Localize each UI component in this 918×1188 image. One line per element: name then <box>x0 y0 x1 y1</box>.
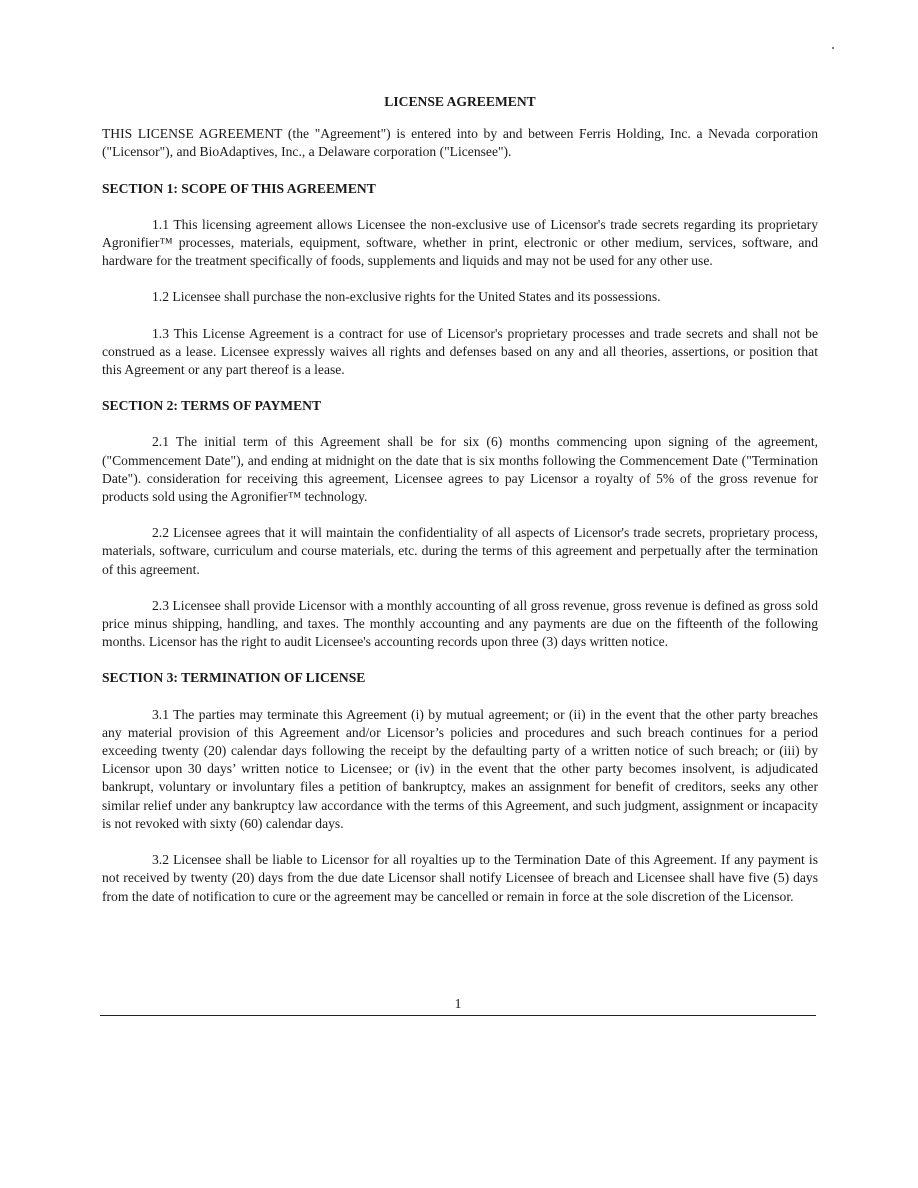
document-body <box>102 93 818 924</box>
footer-rule <box>100 1015 816 1016</box>
document-title: LICENSE AGREEMENT <box>384 94 536 109</box>
page-number: 1 <box>454 996 462 1011</box>
clause-2-1: 2.1 The initial term of this Agreement shall be for six (6) months commencing upon signing of the agreement, ("Commencement Date"), and ending at midnight on the date that is six months following the Commencement Date ("Termination Date"). consideration for receiving this agreement, Licensee agrees to pay Licensor a royalty of 5% of the gross revenue for products sold using the Agronifier™ technology. <box>102 434 818 505</box>
clause-1-1: 1.1 This licensing agreement allows Licensee the non-exclusive use of Licensor's trade secrets regarding its proprietary Agronifier™ processes, materials, equipment, software, whether in print, electronic or other medium, services, software, and hardware for the treatment specifically of foods, supplements and liquids and may not be used for any other use. <box>102 216 818 269</box>
clause-1-3: 1.3 This License Agreement is a contract for use of Licensor's proprietary processes and trade secrets and shall not be construed as a lease. Licensee expressly waives all rights and defenses based on any and all theories, assertions, or position that this Agreement or any part thereof is a lease. <box>102 325 818 378</box>
clause-2-3: 2.3 Licensee shall provide Licensor with a monthly accounting of all gross revenue, gross revenue is defined as gross sold price minus shipping, handling, and taxes. The monthly accounting and any payments are due on the fifteenth of the following months. Licensor has the right to audit Licensee's accounting records upon three (3) days written notice. <box>102 597 818 650</box>
intro-paragraph: THIS LICENSE AGREEMENT (the "Agreement") is entered into by and between Ferris Holding, Inc. a Nevada corporation ("Licensor"), and BioAdaptives, Inc., a Delaware corporation ("Licensee"). <box>102 126 818 160</box>
clause-2-2: 2.2 Licensee agrees that it will maintain the confidentiality of all aspects of Licensor's trade secrets, proprietary process, materials, software, curriculum and course materials, etc. during the terms of this agreement and perpetually after the termination of this agreement. <box>102 525 818 577</box>
section-3-heading: SECTION 3: TERMINATION OF LICENSE <box>102 670 366 686</box>
section-1 <box>102 180 818 380</box>
clause-3-2: 3.2 Licensee shall be liable to Licensor for all royalties up to the Termination Date of this Agreement. If any payment is not received by twenty (20) days from the due date Licensor shall notify Licensee of breach and Licensee shall have five (5) days from the date of notification to cure or the agreement may be cancelled or remain in force at the sole discretion of the Licensor. <box>102 852 818 904</box>
scan-speck <box>832 47 834 49</box>
section-3 <box>102 669 818 905</box>
clause-3-1: 3.1 The parties may terminate this Agreement (i) by mutual agreement; or (ii) in the event that the other party breaches any material provision of this Agreement and/or Licensor’s policies and procedures and such breach continues for a period exceeding twenty (20) calendar days following the receipt by the defaulting party of a written notice of such breach; or (iii) by Licensor upon 30 days’ written notice to Licensee; or (iv) in the event that the other party becomes insolvent, is adjudicated bankrupt, voluntary or involuntary files a petition of bankruptcy, makes an assignment for benefit of creditors, seeks any other similar relief under any bankruptcy law accordance with the terms of this Agreement, and such judgment, assignment or incapacity is not revoked with sixty (60) calendar days. <box>102 706 818 831</box>
section-2-heading: SECTION 2: TERMS OF PAYMENT <box>102 398 322 414</box>
section-2 <box>102 397 818 651</box>
clause-1-2: 1.2 Licensee shall purchase the non-exclusive rights for the United States and its possessions. <box>152 289 661 305</box>
section-1-heading: SECTION 1: SCOPE OF THIS AGREEMENT <box>102 180 376 196</box>
